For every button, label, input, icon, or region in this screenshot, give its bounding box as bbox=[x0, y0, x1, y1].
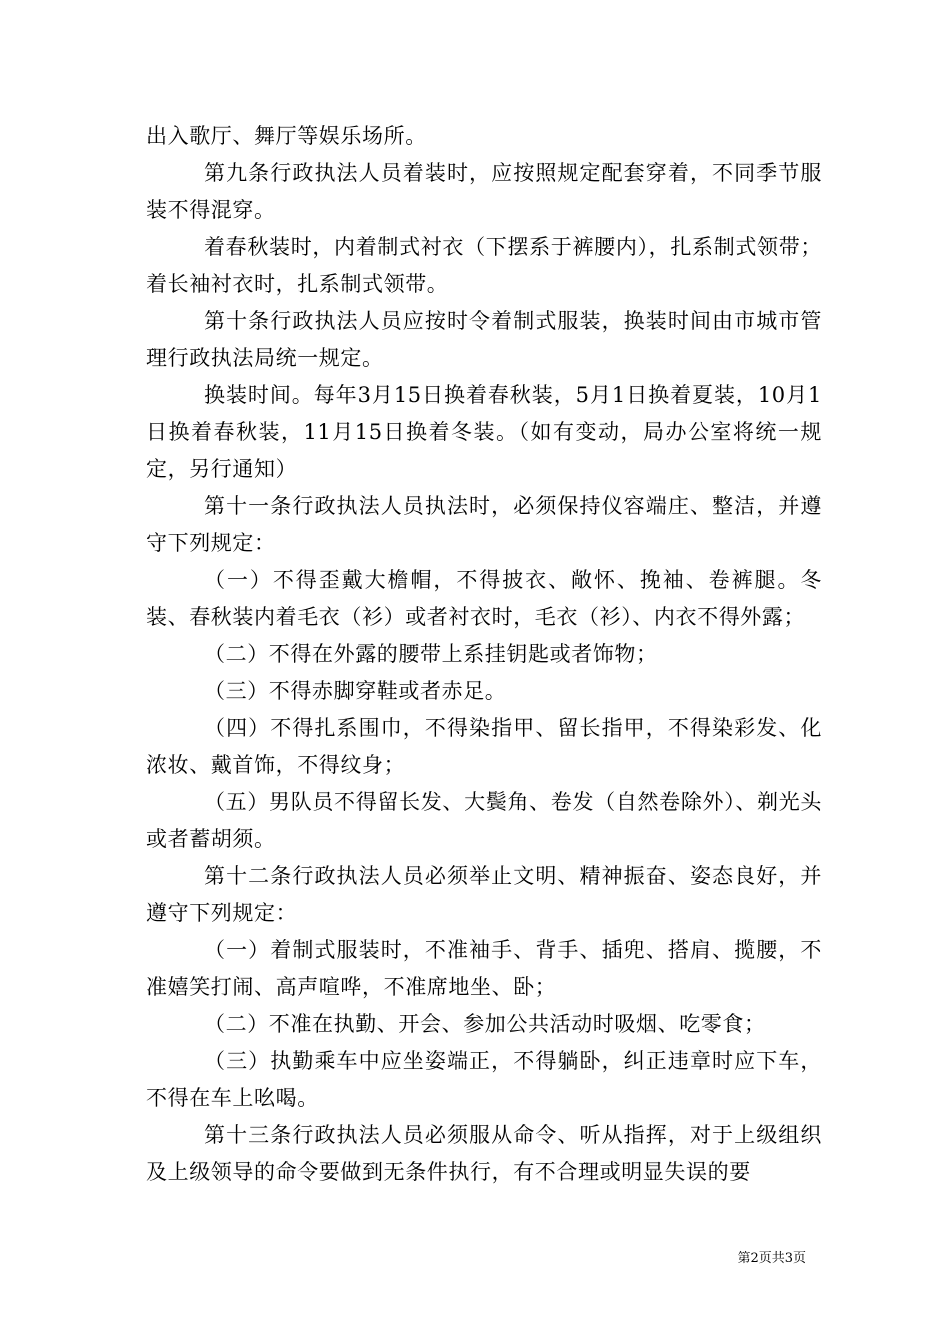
paragraph-14: （二）不准在执勤、开会、参加公共活动时吸烟、吃零食； bbox=[204, 1012, 766, 1036]
paragraph-5: 换装时间。每年3月15日换着春秋装，5月1日换着夏装，10月1日换着春秋装，11月15日换着冬装。（如有变动，局办公室将统一规定，另行通知） bbox=[146, 383, 822, 481]
paragraph-1: 出入歌厅、舞厅等娱乐场所。 bbox=[146, 124, 427, 148]
paragraph-10: （四）不得扎系围巾，不得染指甲、留长指甲，不得染彩发、化浓妆、戴首饰，不得纹身； bbox=[146, 716, 822, 777]
paragraph-8: （二）不得在外露的腰带上系挂钥匙或者饰物； bbox=[204, 642, 658, 666]
paragraph-2: 第九条行政执法人员着装时，应按照规定配套穿着，不同季节服装不得混穿。 bbox=[146, 161, 822, 222]
paragraph-12: 第十二条行政执法人员必须举止文明、精神振奋、姿态良好，并遵守下列规定： bbox=[146, 864, 822, 925]
paragraph-3: 着春秋装时，内着制式衬衣（下摆系于裤腰内），扎系制式领带；着长袖衬衣时，扎系制式领带。 bbox=[146, 235, 822, 296]
document-body bbox=[146, 118, 822, 1191]
paragraph-16: 第十三条行政执法人员必须服从命令、听从指挥，对于上级组织及上级领导的命令要做到无条件执行，有不合理或明显失误的要 bbox=[146, 1123, 822, 1184]
paragraph-15: （三）执勤乘车中应坐姿端正，不得躺卧，纠正违章时应下车，不得在车上吆喝。 bbox=[146, 1049, 822, 1110]
paragraph-11: （五）男队员不得留长发、大鬓角、卷发（自然卷除外）、剃光头或者蓄胡须。 bbox=[146, 790, 822, 851]
paragraph-9: （三）不得赤脚穿鞋或者赤足。 bbox=[204, 679, 507, 703]
paragraph-7: （一）不得歪戴大檐帽，不得披衣、敞怀、挽袖、卷裤腿。冬装、春秋装内着毛衣（衫）或者衬衣时，毛衣（衫）、内衣不得外露； bbox=[146, 568, 822, 629]
page-footer bbox=[737, 1251, 806, 1267]
page-number-label: 第2页共3页 bbox=[737, 1251, 806, 1266]
paragraph-13: （一）着制式服装时，不准袖手、背手、插兜、搭肩、揽腰，不准嬉笑打闹、高声喧哗，不准席地坐、卧； bbox=[146, 938, 822, 999]
paragraph-4: 第十条行政执法人员应按时令着制式服装，换装时间由市城市管理行政执法局统一规定。 bbox=[146, 309, 822, 370]
paragraph-6: 第十一条行政执法人员执法时，必须保持仪容端庄、整洁，并遵守下列规定： bbox=[146, 494, 822, 555]
